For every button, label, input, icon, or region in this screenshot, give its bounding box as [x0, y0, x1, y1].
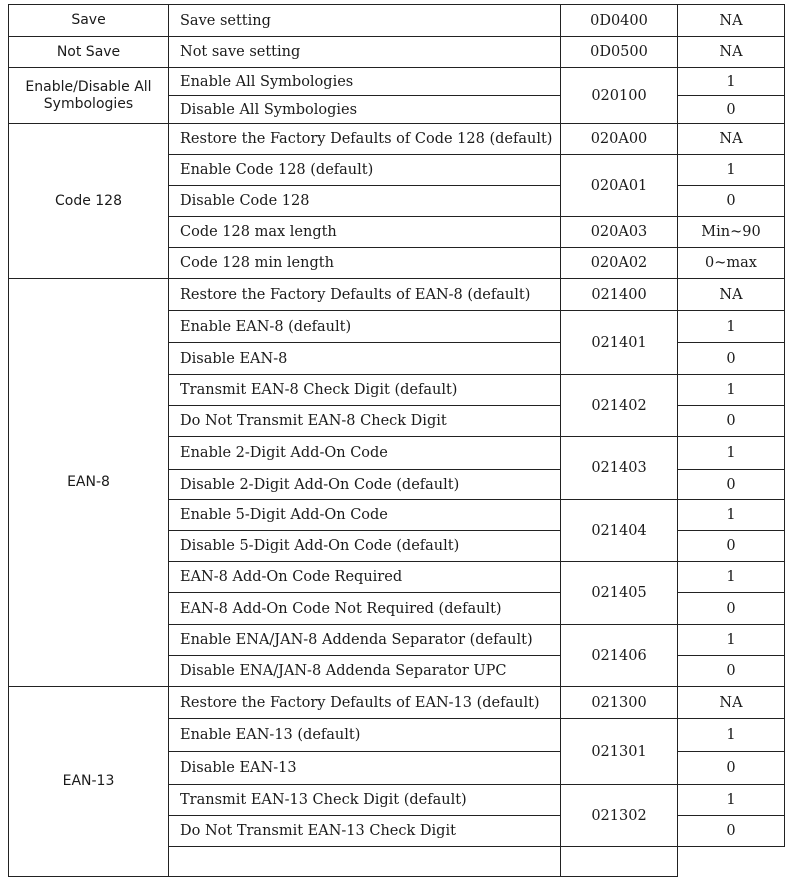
function-cell: Not Save: [9, 37, 169, 68]
value-cell: 1: [678, 68, 785, 96]
description-cell: Enable ENA/JAN-8 Addenda Separator (default): [169, 625, 561, 656]
code-cell: 021300: [561, 687, 678, 719]
description-cell: Enable 5-Digit Add-On Code: [169, 500, 561, 531]
code-cell: 021302: [561, 785, 678, 847]
value-cell: 0: [678, 816, 785, 847]
code-cell: 021404: [561, 500, 678, 562]
description-cell: Transmit EAN-13 Check Digit (default): [169, 785, 561, 816]
description-cell: EAN-8 Add-On Code Required: [169, 562, 561, 593]
value-cell: 0: [678, 406, 785, 437]
function-cell: EAN-13: [9, 687, 169, 877]
value-cell: 1: [678, 311, 785, 343]
function-cell: Enable/Disable All Symbologies: [9, 68, 169, 124]
table-row: [9, 37, 785, 68]
description-cell: Disable 2-Digit Add-On Code (default): [169, 470, 561, 500]
table-body: [9, 5, 785, 877]
value-cell: 1: [678, 562, 785, 593]
description-cell: Restore the Factory Defaults of Code 128 (default): [169, 124, 561, 155]
description-cell: Disable All Symbologies: [169, 96, 561, 124]
code-cell: 021406: [561, 625, 678, 687]
code-cell: 021400: [561, 279, 678, 311]
description-cell: Disable ENA/JAN-8 Addenda Separator UPC: [169, 656, 561, 687]
value-cell: 1: [678, 625, 785, 656]
value-cell: Min~90: [678, 217, 785, 248]
function-cell: EAN-8: [9, 279, 169, 687]
description-cell: Enable 2-Digit Add-On Code: [169, 437, 561, 470]
value-cell: NA: [678, 124, 785, 155]
table-row: [9, 68, 785, 96]
value-cell: 0: [678, 96, 785, 124]
value-cell: NA: [678, 5, 785, 37]
description-cell: Enable Code 128 (default): [169, 155, 561, 186]
value-cell: 1: [678, 375, 785, 406]
description-cell: Enable EAN-13 (default): [169, 719, 561, 752]
value-cell: 1: [678, 437, 785, 470]
code-cell: 021301: [561, 719, 678, 785]
description-cell: Disable EAN-13: [169, 752, 561, 785]
code-cell: 021403: [561, 437, 678, 500]
description-cell: Enable All Symbologies: [169, 68, 561, 96]
value-cell: 0: [678, 343, 785, 375]
code-cell: 020A03: [561, 217, 678, 248]
description-cell: Transmit EAN-8 Check Digit (default): [169, 375, 561, 406]
value-cell: 0: [678, 752, 785, 785]
code-cell: 020A00: [561, 124, 678, 155]
description-cell: EAN-8 Add-On Code Not Required (default): [169, 593, 561, 625]
value-cell: 0: [678, 531, 785, 562]
value-cell: NA: [678, 37, 785, 68]
code-cell: 021401: [561, 311, 678, 375]
function-cell: Code 128: [9, 124, 169, 279]
value-cell: 1: [678, 719, 785, 752]
code-cell: 020A01: [561, 155, 678, 217]
description-cell: Do Not Transmit EAN-8 Check Digit: [169, 406, 561, 437]
code-cell: 020100: [561, 68, 678, 124]
table-row: [9, 5, 785, 37]
value-cell: 0: [678, 656, 785, 687]
value-cell: 1: [678, 500, 785, 531]
code-cell: 0D0500: [561, 37, 678, 68]
description-cell: Enable EAN-8 (default): [169, 311, 561, 343]
value-cell: 0: [678, 186, 785, 217]
value-cell: 1: [678, 785, 785, 816]
description-cell: Disable EAN-8: [169, 343, 561, 375]
value-cell: NA: [678, 687, 785, 719]
table-row: [9, 279, 785, 311]
description-cell: Code 128 max length: [169, 217, 561, 248]
value-cell: NA: [678, 279, 785, 311]
code-cell: 021402: [561, 375, 678, 437]
value-cell: 0: [678, 470, 785, 500]
description-cell: Restore the Factory Defaults of EAN-8 (default): [169, 279, 561, 311]
code-cell: 020A02: [561, 248, 678, 279]
description-cell: Disable Code 128: [169, 186, 561, 217]
description-cell: Do Not Transmit EAN-13 Check Digit: [169, 816, 561, 847]
code-cell: 021405: [561, 562, 678, 625]
value-cell: [561, 847, 678, 877]
function-cell: Save: [9, 5, 169, 37]
description-cell: Save setting: [169, 5, 561, 37]
table-row: [9, 124, 785, 155]
code-cell: 0D0400: [561, 5, 678, 37]
settings-code-table: [8, 4, 785, 877]
description-cell: Restore the Factory Defaults of EAN-13 (default): [169, 687, 561, 719]
description-cell: Disable 5-Digit Add-On Code (default): [169, 531, 561, 562]
description-cell: [169, 847, 561, 877]
description-cell: Code 128 min length: [169, 248, 561, 279]
value-cell: 0~max: [678, 248, 785, 279]
value-cell: 0: [678, 593, 785, 625]
description-cell: Not save setting: [169, 37, 561, 68]
table-row: [9, 687, 785, 719]
value-cell: 1: [678, 155, 785, 186]
